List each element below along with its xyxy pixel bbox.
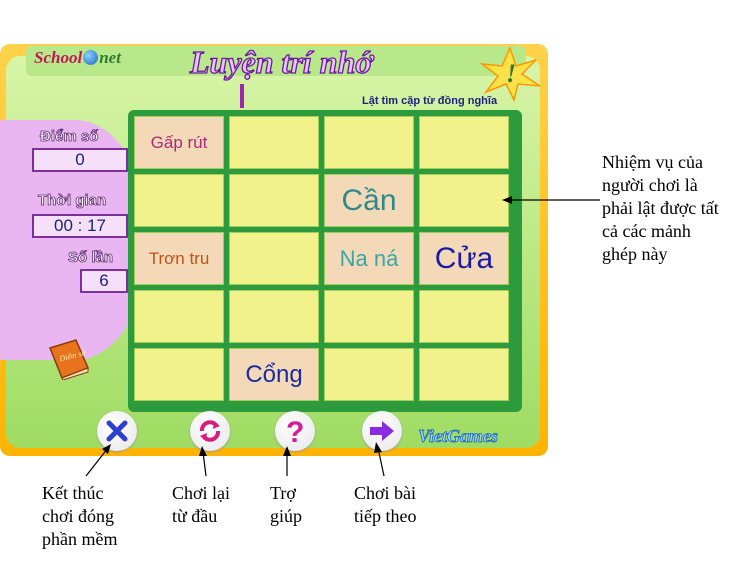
- caption-line: Chơi bài: [354, 483, 417, 503]
- caption-line: từ đầu: [172, 506, 218, 526]
- score-value: 0: [32, 148, 128, 172]
- caption-line: Nhiệm vụ của: [602, 152, 703, 172]
- caption-line: Trợ: [270, 483, 296, 503]
- next-caption: [354, 482, 416, 528]
- logo-left-text: School: [34, 48, 83, 67]
- caption-line: chơi đóng: [42, 506, 115, 526]
- caption-line: tiếp theo: [354, 506, 417, 526]
- attempts-value: 6: [80, 269, 128, 293]
- svg-text:!: !: [506, 59, 517, 88]
- time-label: Thời gian: [38, 192, 107, 209]
- score-label: Điểm số: [40, 128, 99, 145]
- caption-line: Kết thúc: [42, 483, 104, 503]
- logo-right-text: net: [99, 48, 121, 67]
- vietgames-logo: VietGames: [418, 426, 498, 446]
- tile-word: Cửa: [434, 241, 494, 275]
- tile-word: Trơn tru: [148, 248, 210, 268]
- caption-line: phần mềm: [42, 529, 118, 549]
- tile-word: Gấp rút: [150, 132, 208, 152]
- tile-word: Cần: [341, 183, 397, 217]
- tile-word: Na ná: [339, 245, 399, 271]
- book-label: Điểm số: [58, 348, 87, 364]
- caption-line: người chơi là: [602, 175, 698, 195]
- svg-text:?: ?: [286, 416, 305, 446]
- caption-line: giúp: [270, 506, 303, 526]
- caption-line: cả các mảnh: [602, 221, 691, 241]
- restart-caption: [172, 482, 230, 528]
- exit-caption: [42, 482, 117, 551]
- caption-line: phải lật được tất: [602, 198, 719, 218]
- game-subtitle: Lật tìm cặp từ đồng nghĩa: [362, 95, 498, 107]
- caption-line: Chơi lại: [172, 483, 231, 503]
- time-value: 00 : 17: [32, 214, 128, 238]
- tile-word: Cổng: [245, 360, 303, 388]
- game-title: Luyện trí nhớ: [190, 44, 373, 80]
- task-caption: [602, 151, 742, 266]
- caption-line: ghép này: [602, 244, 668, 264]
- attempts-label: Số lần: [68, 249, 114, 266]
- help-caption: [270, 482, 302, 528]
